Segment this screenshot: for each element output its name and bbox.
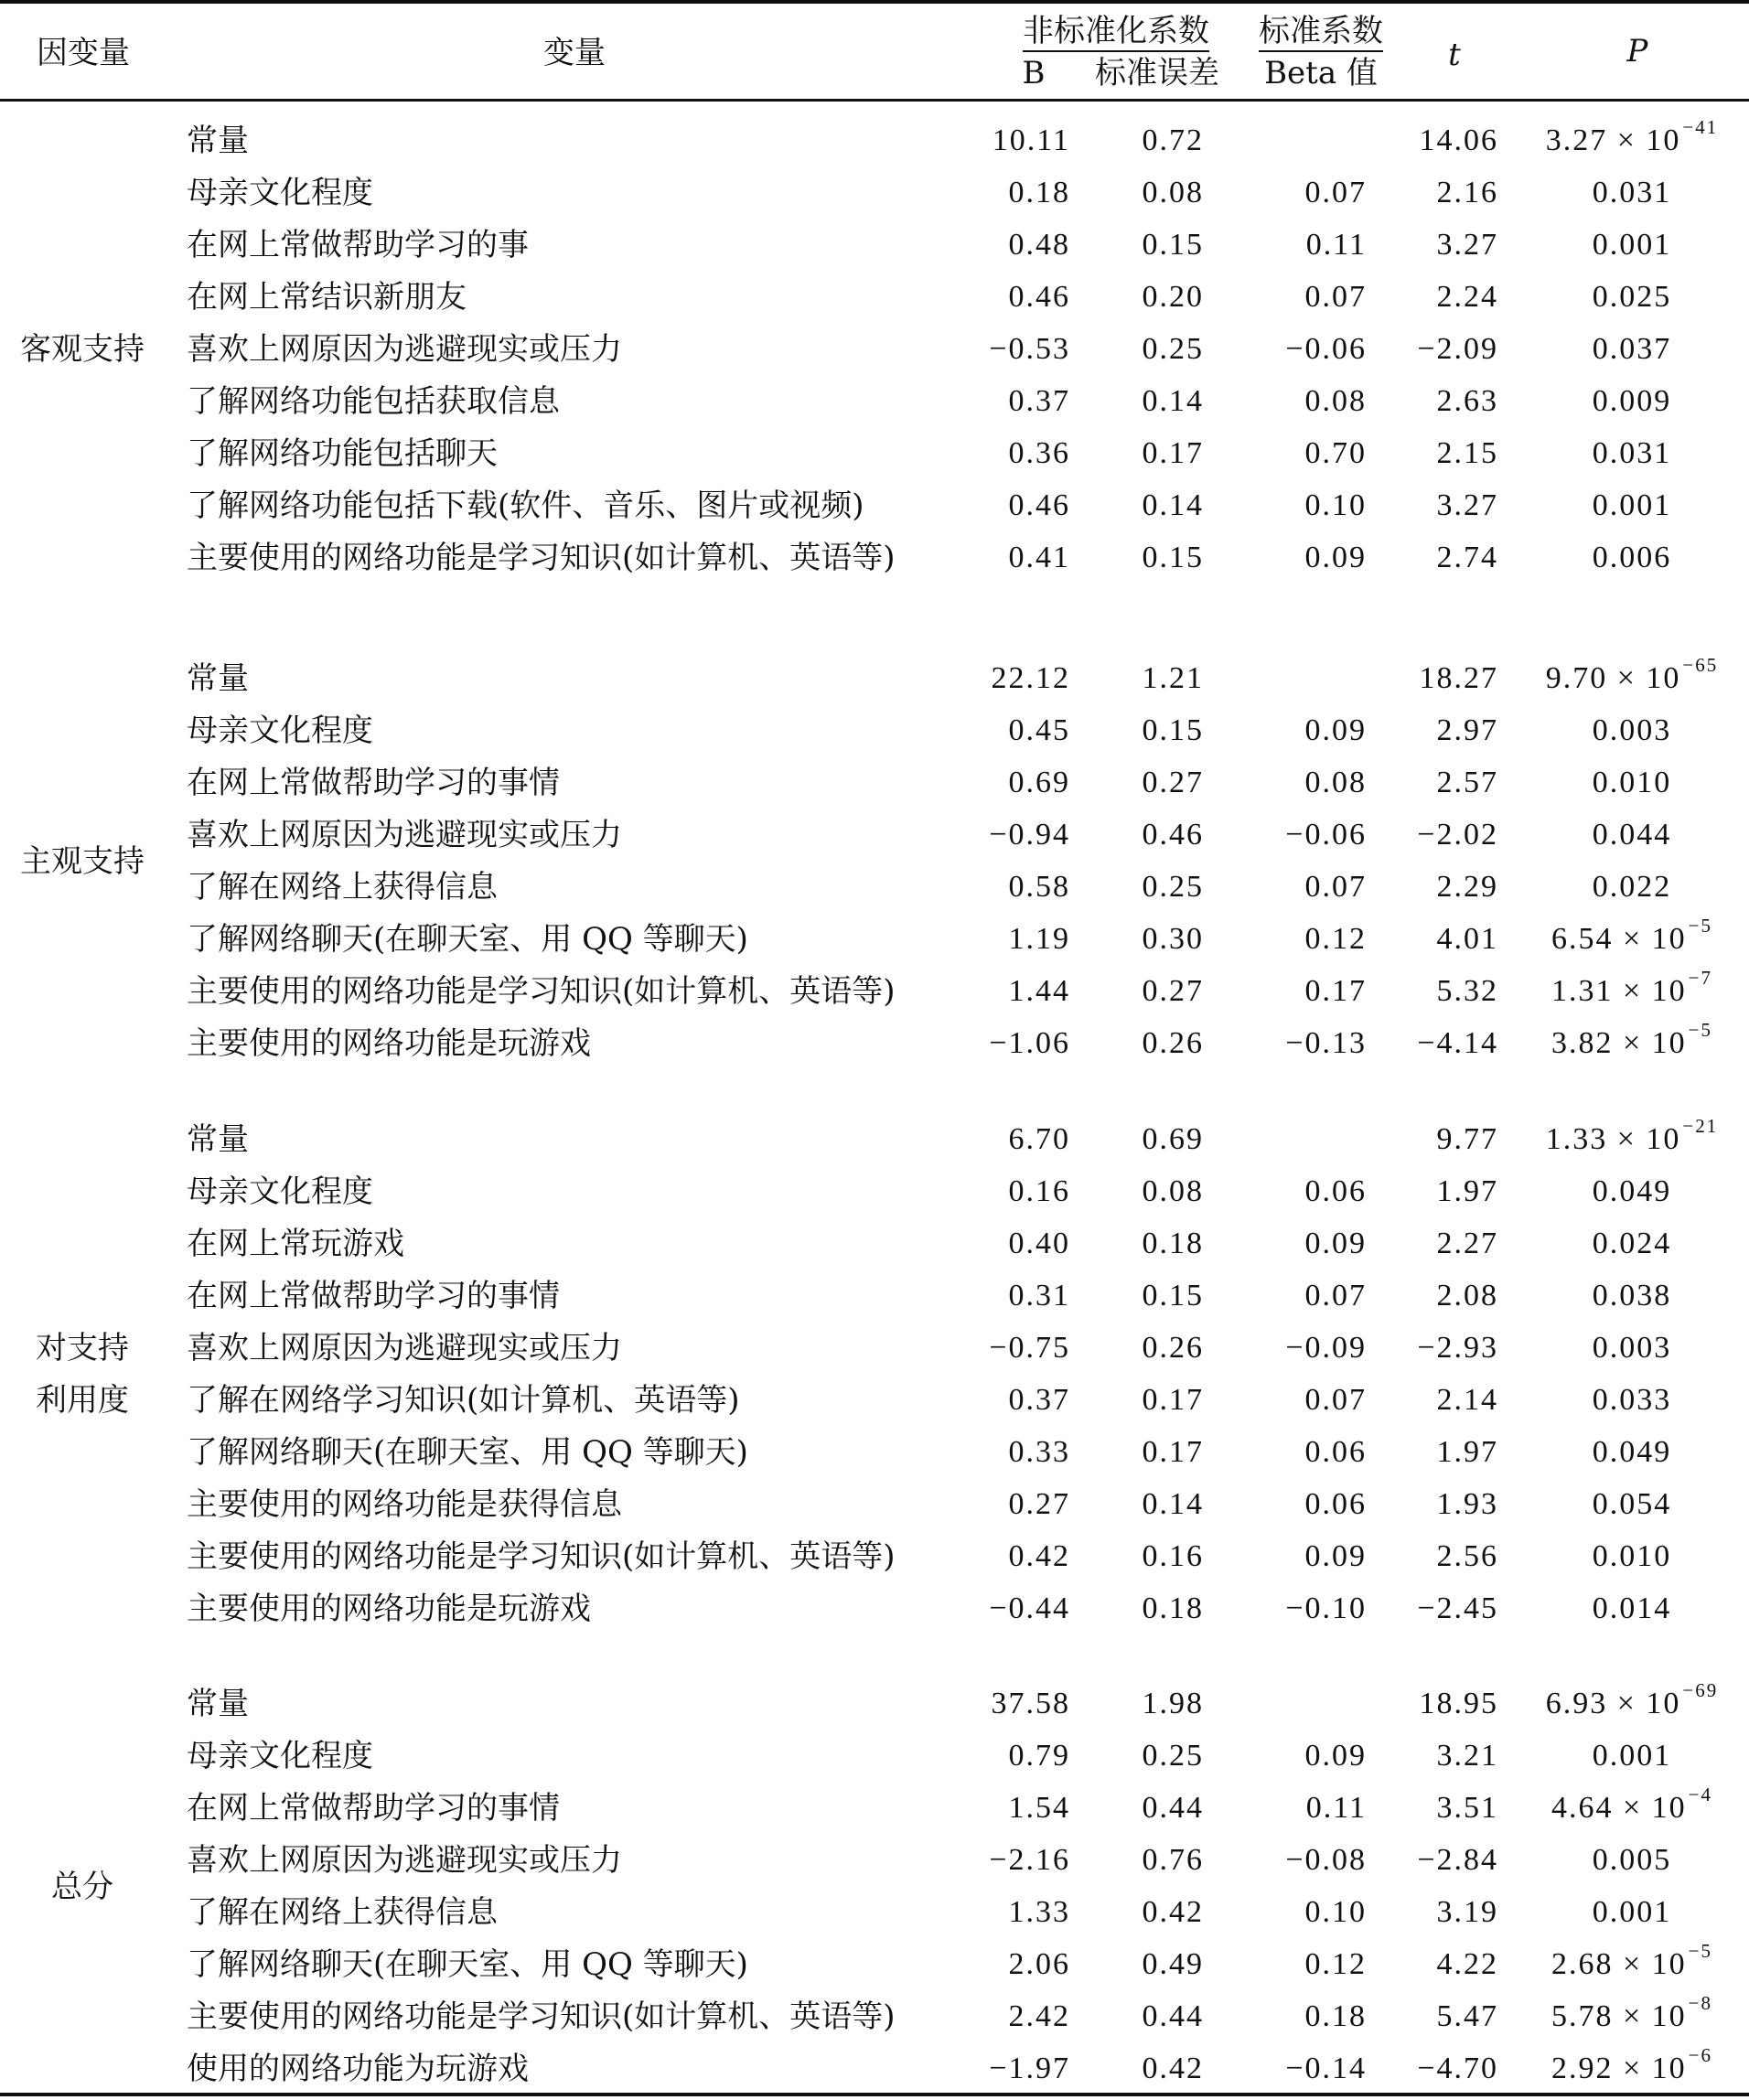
- p-cell: [1513, 712, 1749, 749]
- se-cell: 0.15: [1142, 541, 1204, 574]
- t-cell: 3.27: [1436, 488, 1498, 522]
- variable-cell: 了解在网络上获得信息: [187, 1894, 498, 1931]
- t-cell: 2.97: [1436, 713, 1498, 747]
- t-cell: 2.57: [1436, 766, 1498, 799]
- p-cell: [1513, 653, 1749, 697]
- b-cell: 0.58: [1008, 870, 1070, 904]
- beta-cell: −0.08: [1285, 1843, 1367, 1877]
- variable-cell: 在网上常做帮助学习的事情: [187, 765, 560, 801]
- t-cell: 9.77: [1436, 1122, 1498, 1156]
- b-cell: 0.40: [1008, 1227, 1070, 1260]
- b-cell: 0.16: [1008, 1174, 1070, 1208]
- variable-cell: 了解网络功能包括聊天: [187, 435, 498, 472]
- t-cell: −4.14: [1417, 1026, 1498, 1060]
- t-cell: 3.27: [1436, 228, 1498, 262]
- p-cell: [1513, 1018, 1749, 1062]
- p-exponent: −6: [1688, 2043, 1713, 2066]
- variable-cell: 主要使用的网络功能是学习知识(如计算机、英语等): [187, 1998, 896, 2035]
- se-cell: 0.15: [1142, 228, 1204, 262]
- b-cell: 37.58: [991, 1687, 1070, 1720]
- p-value: 0.038: [1592, 1279, 1672, 1312]
- beta-cell: 0.10: [1304, 488, 1367, 522]
- se-cell: 0.14: [1142, 1487, 1204, 1521]
- variable-cell: 了解网络功能包括获取信息: [187, 383, 560, 420]
- b-cell: 0.79: [1008, 1739, 1070, 1773]
- t-cell: 2.29: [1436, 870, 1498, 904]
- b-cell: 0.46: [1008, 488, 1070, 522]
- beta-cell: 0.07: [1304, 1383, 1367, 1417]
- p-value: 3.82 × 10: [1550, 1026, 1687, 1060]
- t-cell: 2.56: [1436, 1539, 1498, 1573]
- p-value: 1.31 × 10: [1550, 974, 1687, 1008]
- b-cell: 0.41: [1008, 541, 1070, 574]
- group-label: 客观支持: [20, 331, 145, 368]
- beta-cell: 0.08: [1304, 384, 1367, 418]
- p-cell: [1513, 331, 1749, 368]
- p-cell: [1513, 869, 1749, 905]
- beta-cell: 0.06: [1304, 1487, 1367, 1521]
- p-value: 0.001: [1592, 1739, 1672, 1773]
- p-value: 9.70 × 10: [1545, 661, 1681, 695]
- b-cell: −0.75: [989, 1331, 1070, 1365]
- variable-cell: 主要使用的网络功能是学习知识(如计算机、英语等): [187, 540, 896, 576]
- p-cell: [1513, 1330, 1749, 1366]
- se-cell: 0.27: [1142, 974, 1204, 1008]
- p-exponent: −41: [1682, 115, 1719, 138]
- variable-cell: 了解网络聊天(在聊天室、用 QQ 等聊天): [187, 1946, 748, 1983]
- p-cell: [1513, 1173, 1749, 1210]
- beta-cell: 0.09: [1304, 1539, 1367, 1573]
- b-cell: −0.53: [989, 332, 1070, 366]
- t-cell: −2.09: [1417, 332, 1498, 366]
- p-exponent: −69: [1682, 1678, 1719, 1701]
- b-cell: 0.69: [1008, 766, 1070, 799]
- b-cell: 0.45: [1008, 713, 1070, 747]
- p-cell: [1513, 1591, 1749, 1627]
- se-cell: 1.98: [1142, 1687, 1204, 1720]
- variable-cell: 了解网络功能包括下载(软件、音乐、图片或视频): [187, 488, 864, 524]
- se-cell: 0.25: [1142, 1739, 1204, 1773]
- b-cell: 0.31: [1008, 1279, 1070, 1312]
- p-cell: [1513, 279, 1749, 316]
- beta-cell: −0.14: [1285, 2052, 1367, 2085]
- p-value: 3.27 × 10: [1545, 123, 1681, 157]
- p-cell: [1513, 1382, 1749, 1419]
- p-value: 2.68 × 10: [1550, 1947, 1687, 1981]
- beta-cell: 0.09: [1304, 1227, 1367, 1260]
- p-value: 0.006: [1592, 541, 1672, 574]
- beta-cell: 0.09: [1304, 713, 1367, 747]
- b-cell: 0.27: [1008, 1487, 1070, 1521]
- t-cell: 2.63: [1436, 384, 1498, 418]
- t-cell: 2.15: [1436, 436, 1498, 470]
- p-value: 0.031: [1592, 436, 1672, 470]
- variable-cell: 喜欢上网原因为逃避现实或压力: [187, 1330, 622, 1366]
- se-cell: 1.21: [1142, 661, 1204, 695]
- b-cell: 0.46: [1008, 280, 1070, 314]
- se-cell: 0.16: [1142, 1539, 1204, 1573]
- header-p: P: [1626, 33, 1648, 70]
- t-cell: −2.93: [1417, 1331, 1498, 1365]
- variable-cell: 常量: [187, 1686, 249, 1722]
- se-cell: 0.20: [1142, 280, 1204, 314]
- b-cell: 1.33: [1008, 1895, 1070, 1929]
- se-cell: 0.69: [1142, 1122, 1204, 1156]
- p-exponent: −8: [1688, 1991, 1713, 2014]
- p-exponent: −4: [1688, 1783, 1713, 1805]
- se-cell: 0.27: [1142, 766, 1204, 799]
- se-cell: 0.44: [1142, 1999, 1204, 2033]
- p-value: 6.54 × 10: [1550, 922, 1687, 956]
- p-cell: [1513, 488, 1749, 524]
- p-cell: [1513, 1842, 1749, 1879]
- header-unstd-label: 非标准化系数: [1023, 13, 1209, 52]
- p-value: 0.033: [1592, 1383, 1672, 1417]
- p-value: 6.93 × 10: [1545, 1687, 1681, 1720]
- variable-cell: 常量: [187, 123, 249, 159]
- b-cell: −1.97: [989, 2052, 1070, 2085]
- t-cell: 2.08: [1436, 1279, 1498, 1312]
- p-value: 0.031: [1592, 176, 1672, 209]
- beta-cell: 0.12: [1304, 922, 1367, 956]
- se-cell: 0.26: [1142, 1026, 1204, 1060]
- se-cell: 0.08: [1142, 1174, 1204, 1208]
- variable-cell: 母亲文化程度: [187, 1738, 373, 1774]
- group-label: 主观支持: [20, 842, 145, 880]
- header-variable: 变量: [543, 35, 606, 71]
- variable-cell: 喜欢上网原因为逃避现实或压力: [187, 331, 622, 368]
- b-cell: 10.11: [992, 123, 1070, 157]
- header-beta: Beta 值: [1264, 55, 1378, 91]
- p-exponent: −65: [1682, 653, 1719, 676]
- p-value: 0.022: [1592, 870, 1672, 904]
- se-cell: 0.42: [1142, 2052, 1204, 2085]
- b-cell: −1.06: [989, 1026, 1070, 1060]
- beta-cell: 0.11: [1305, 228, 1367, 262]
- se-cell: 0.49: [1142, 1947, 1204, 1981]
- variable-cell: 母亲文化程度: [187, 712, 373, 749]
- p-value: 0.001: [1592, 488, 1672, 522]
- header-b: B: [1022, 55, 1046, 91]
- p-cell: [1513, 2043, 1749, 2087]
- se-cell: 0.17: [1142, 1383, 1204, 1417]
- header-se: 标准误差: [1095, 55, 1219, 91]
- variable-cell: 在网上常做帮助学习的事情: [187, 1278, 560, 1314]
- se-cell: 0.30: [1142, 922, 1204, 956]
- p-cell: [1513, 1434, 1749, 1471]
- p-cell: [1513, 765, 1749, 801]
- b-cell: 0.37: [1008, 384, 1070, 418]
- t-cell: 18.95: [1419, 1687, 1498, 1720]
- p-value: 0.001: [1592, 228, 1672, 262]
- beta-cell: 0.17: [1304, 974, 1367, 1008]
- p-cell: [1513, 540, 1749, 576]
- p-cell: [1513, 914, 1749, 958]
- variable-cell: 母亲文化程度: [187, 1173, 373, 1210]
- variable-cell: 主要使用的网络功能是玩游戏: [187, 1591, 591, 1627]
- p-cell: [1513, 1939, 1749, 1983]
- b-cell: 0.18: [1008, 176, 1070, 209]
- group-label: 总分: [51, 1868, 113, 1905]
- variable-cell: 主要使用的网络功能是获得信息: [187, 1486, 622, 1523]
- t-cell: 3.51: [1436, 1791, 1498, 1825]
- p-cell: [1513, 383, 1749, 420]
- b-cell: 2.06: [1008, 1947, 1070, 1981]
- t-cell: 4.22: [1436, 1947, 1498, 1981]
- p-exponent: −5: [1688, 914, 1713, 937]
- t-cell: 14.06: [1419, 123, 1498, 157]
- p-value: 0.009: [1592, 384, 1672, 418]
- beta-cell: −0.06: [1285, 818, 1367, 852]
- p-cell: [1513, 817, 1749, 853]
- beta-cell: 0.18: [1304, 1999, 1367, 2033]
- t-cell: 1.97: [1436, 1435, 1498, 1469]
- p-cell: [1513, 966, 1749, 1010]
- t-cell: 2.27: [1436, 1227, 1498, 1260]
- p-exponent: −5: [1688, 1939, 1713, 1962]
- variable-cell: 在网上常做帮助学习的事: [187, 227, 529, 263]
- b-cell: 1.19: [1008, 922, 1070, 956]
- p-value: 0.001: [1592, 1895, 1672, 1929]
- t-cell: 2.74: [1436, 541, 1498, 574]
- variable-cell: 使用的网络功能为玩游戏: [187, 2051, 529, 2087]
- b-cell: 22.12: [991, 661, 1070, 695]
- t-cell: 18.27: [1419, 661, 1498, 695]
- p-cell: [1513, 1894, 1749, 1931]
- se-cell: 0.18: [1142, 1227, 1204, 1260]
- t-cell: 5.47: [1436, 1999, 1498, 2033]
- p-cell: [1513, 227, 1749, 263]
- p-cell: [1513, 1278, 1749, 1314]
- top-rule: [0, 0, 1749, 4]
- b-cell: −0.94: [989, 818, 1070, 852]
- se-cell: 0.44: [1142, 1791, 1204, 1825]
- se-cell: 0.15: [1142, 713, 1204, 747]
- beta-cell: 0.06: [1304, 1174, 1367, 1208]
- p-value: 4.64 × 10: [1550, 1791, 1687, 1825]
- t-cell: 2.24: [1436, 280, 1498, 314]
- beta-cell: 0.10: [1304, 1895, 1367, 1929]
- variable-cell: 在网上常玩游戏: [187, 1226, 404, 1262]
- p-value: 0.010: [1592, 766, 1672, 799]
- beta-cell: 0.70: [1304, 436, 1367, 470]
- b-cell: 0.48: [1008, 228, 1070, 262]
- beta-cell: 0.07: [1304, 280, 1367, 314]
- p-value: 0.049: [1592, 1174, 1672, 1208]
- t-cell: 3.19: [1436, 1895, 1498, 1929]
- t-cell: 5.32: [1436, 974, 1498, 1008]
- beta-cell: 0.07: [1304, 176, 1367, 209]
- p-exponent: −21: [1682, 1114, 1719, 1137]
- p-value: 0.003: [1592, 713, 1672, 747]
- p-value: 0.003: [1592, 1331, 1672, 1365]
- variable-cell: 喜欢上网原因为逃避现实或压力: [187, 1842, 622, 1879]
- b-cell: 0.37: [1008, 1383, 1070, 1417]
- beta-cell: 0.07: [1304, 1279, 1367, 1312]
- bottom-rule: [0, 2093, 1749, 2096]
- se-cell: 0.72: [1142, 123, 1204, 157]
- t-cell: 4.01: [1436, 922, 1498, 956]
- p-value: 1.33 × 10: [1545, 1122, 1681, 1156]
- beta-cell: 0.09: [1304, 1739, 1367, 1773]
- variable-cell: 喜欢上网原因为逃避现实或压力: [187, 817, 622, 853]
- p-cell: [1513, 1678, 1749, 1722]
- p-cell: [1513, 1538, 1749, 1575]
- variable-cell: 常量: [187, 1121, 249, 1158]
- t-cell: 3.21: [1436, 1739, 1498, 1773]
- header-std-label: 标准系数: [1259, 13, 1383, 52]
- t-cell: −2.84: [1417, 1843, 1498, 1877]
- group-label: 利用度: [36, 1382, 129, 1419]
- p-value: 2.92 × 10: [1550, 2052, 1687, 2085]
- t-cell: 2.14: [1436, 1383, 1498, 1417]
- variable-cell: 在网上常做帮助学习的事情: [187, 1790, 560, 1827]
- variable-cell: 在网上常结识新朋友: [187, 279, 467, 316]
- p-value: 0.049: [1592, 1435, 1672, 1469]
- b-cell: 0.42: [1008, 1539, 1070, 1573]
- se-cell: 0.14: [1142, 384, 1204, 418]
- b-cell: 6.70: [1008, 1122, 1070, 1156]
- t-cell: −4.70: [1417, 2052, 1498, 2085]
- p-cell: [1513, 1783, 1749, 1827]
- beta-cell: 0.09: [1304, 541, 1367, 574]
- variable-cell: 主要使用的网络功能是学习知识(如计算机、英语等): [187, 1538, 896, 1575]
- variable-cell: 了解在网络学习知识(如计算机、英语等): [187, 1382, 740, 1419]
- p-value: 0.044: [1592, 818, 1672, 852]
- se-cell: 0.17: [1142, 436, 1204, 470]
- p-cell: [1513, 435, 1749, 472]
- beta-cell: 0.08: [1304, 766, 1367, 799]
- variable-cell: 主要使用的网络功能是玩游戏: [187, 1025, 591, 1062]
- p-exponent: −7: [1688, 966, 1713, 989]
- t-cell: 2.16: [1436, 176, 1498, 209]
- p-cell: [1513, 175, 1749, 211]
- se-cell: 0.17: [1142, 1435, 1204, 1469]
- beta-cell: −0.09: [1285, 1331, 1367, 1365]
- se-cell: 0.14: [1142, 488, 1204, 522]
- beta-cell: 0.06: [1304, 1435, 1367, 1469]
- se-cell: 0.08: [1142, 176, 1204, 209]
- variable-cell: 母亲文化程度: [187, 175, 373, 211]
- beta-cell: −0.06: [1285, 332, 1367, 366]
- p-cell: [1513, 1114, 1749, 1158]
- p-cell: [1513, 1226, 1749, 1262]
- variable-cell: 常量: [187, 660, 249, 697]
- t-cell: 1.97: [1436, 1174, 1498, 1208]
- b-cell: 1.44: [1008, 974, 1070, 1008]
- se-cell: 0.76: [1142, 1843, 1204, 1877]
- t-cell: 1.93: [1436, 1487, 1498, 1521]
- beta-cell: −0.13: [1285, 1026, 1367, 1060]
- b-cell: 1.54: [1008, 1791, 1070, 1825]
- p-value: 5.78 × 10: [1550, 1999, 1687, 2033]
- beta-cell: 0.12: [1304, 1947, 1367, 1981]
- variable-cell: 主要使用的网络功能是学习知识(如计算机、英语等): [187, 973, 896, 1010]
- p-value: 0.054: [1592, 1487, 1672, 1521]
- p-cell: [1513, 1486, 1749, 1523]
- p-value: 0.005: [1592, 1843, 1672, 1877]
- p-value: 0.024: [1592, 1227, 1672, 1260]
- beta-cell: 0.11: [1305, 1791, 1367, 1825]
- p-value: 0.014: [1592, 1591, 1672, 1625]
- se-cell: 0.25: [1142, 870, 1204, 904]
- t-cell: −2.02: [1417, 818, 1498, 852]
- se-cell: 0.15: [1142, 1279, 1204, 1312]
- header-dep-var: 因变量: [37, 35, 130, 71]
- header-unstd-group: [1006, 13, 1226, 49]
- p-cell: [1513, 115, 1749, 159]
- b-cell: 0.33: [1008, 1435, 1070, 1469]
- se-cell: 0.26: [1142, 1331, 1204, 1365]
- variable-cell: 了解在网络上获得信息: [187, 869, 498, 905]
- header-rule: [0, 99, 1749, 102]
- se-cell: 0.42: [1142, 1895, 1204, 1929]
- p-exponent: −5: [1688, 1018, 1713, 1041]
- p-cell: [1513, 1991, 1749, 2035]
- t-cell: −2.45: [1417, 1591, 1498, 1625]
- b-cell: 0.36: [1008, 436, 1070, 470]
- variable-cell: 了解网络聊天(在聊天室、用 QQ 等聊天): [187, 921, 748, 958]
- p-cell: [1513, 1738, 1749, 1774]
- header-t: t: [1448, 37, 1461, 73]
- se-cell: 0.46: [1142, 818, 1204, 852]
- b-cell: 2.42: [1008, 1999, 1070, 2033]
- p-value: 0.010: [1592, 1539, 1672, 1573]
- group-label: 对支持: [36, 1330, 129, 1366]
- b-cell: −2.16: [989, 1843, 1070, 1877]
- beta-cell: −0.10: [1285, 1591, 1367, 1625]
- p-value: 0.037: [1592, 332, 1672, 366]
- variable-cell: 了解网络聊天(在聊天室、用 QQ 等聊天): [187, 1434, 748, 1471]
- beta-cell: 0.07: [1304, 870, 1367, 904]
- se-cell: 0.25: [1142, 332, 1204, 366]
- header-std-group: [1246, 13, 1396, 49]
- b-cell: −0.44: [989, 1591, 1070, 1625]
- se-cell: 0.18: [1142, 1591, 1204, 1625]
- p-value: 0.025: [1592, 280, 1672, 314]
